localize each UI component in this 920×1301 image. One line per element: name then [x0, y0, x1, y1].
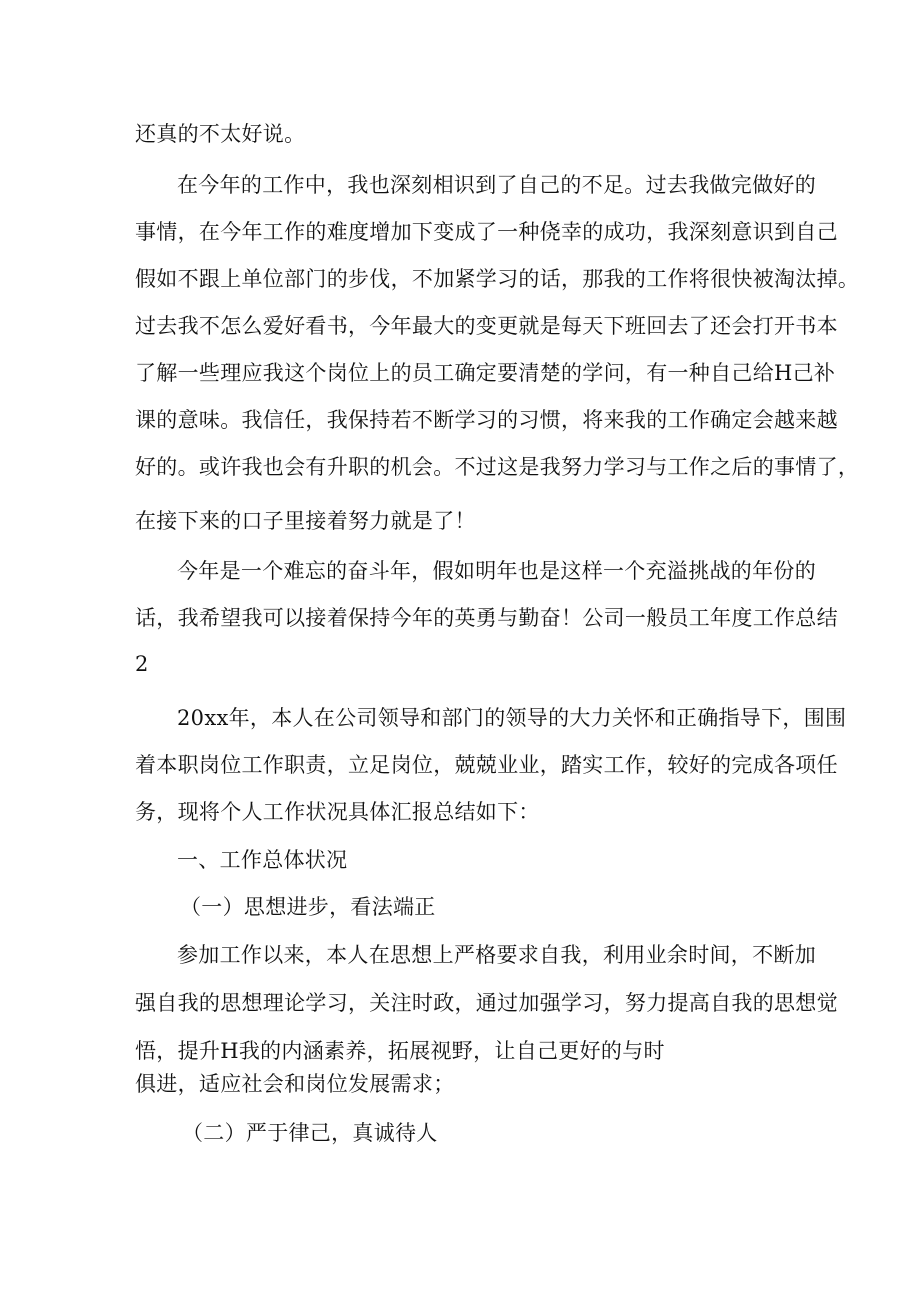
- text-line: 务，现将个人工作状况具体汇报总结如下：: [135, 800, 540, 824]
- text-line: 还真的不太好说。: [135, 122, 306, 146]
- text-line: 20xx年，本人在公司领导和部门的领导的大力关怀和正确指导下，围围: [177, 706, 847, 730]
- section-heading: 一、工作总体状况: [177, 848, 348, 872]
- subsection-heading: （二）严于律己，真诚待人: [182, 1121, 438, 1145]
- text-line: 假如不跟上单位部门的步伐，不加紧学习的话，那我的工作将很快被淘汰掉。: [135, 267, 860, 291]
- text-line: 俱进，适应社会和岗位发展需求；: [135, 1072, 455, 1096]
- text-line: 2: [135, 652, 149, 676]
- text-line: 悟，提升H我的内涵素养，拓展视野，让自己更好的与时: [135, 1039, 665, 1063]
- text-line: 话，我希望我可以接着保持今年的英勇与勤奋！公司一般员工年度工作总结: [135, 606, 838, 630]
- text-line: 在今年的工作中，我也深刻相识到了自己的不足。过去我做完做好的: [177, 173, 816, 197]
- text-line: 好的。或许我也会有升职的机会。不过这是我努力学习与工作之后的事情了，: [135, 455, 860, 479]
- text-line: 过去我不怎么爱好看书，今年最大的变更就是每天下班回去了还会打开书本: [135, 314, 838, 338]
- text-line: 在接下来的口子里接着努力就是了！: [135, 509, 476, 533]
- subsection-heading: （一）思想进步，看法端正: [180, 895, 436, 919]
- text-line: 着本职岗位工作职责，立足岗位，兢兢业业，踏实工作，较好的完成各项任: [135, 753, 838, 777]
- text-line: 今年是一个难忘的奋斗年，假如明年也是这样一个充溢挑战的年份的: [177, 559, 816, 583]
- text-line: 强自我的思想理论学习，关注时政，通过加强学习，努力提高自我的思想觉: [135, 991, 838, 1015]
- text-line: 课的意味。我信任，我保持若不断学习的习惯，将来我的工作确定会越来越: [135, 408, 838, 432]
- text-line: 了解一些理应我这个岗位上的员工确定要清楚的学问，有一种自己给H己补: [135, 361, 836, 385]
- text-line: 参加工作以来，本人在思想上严格要求自我，利用业余时间，不断加: [177, 943, 816, 967]
- text-line: 事情，在今年工作的难度增加下变成了一种侥幸的成功，我深刻意识到自己: [135, 220, 838, 244]
